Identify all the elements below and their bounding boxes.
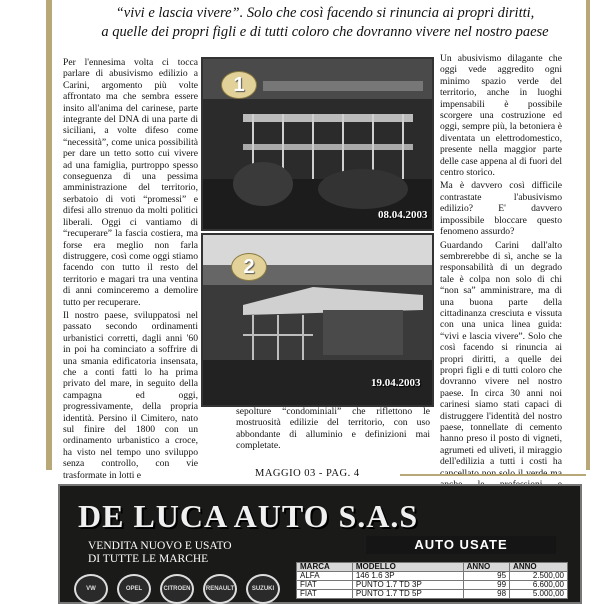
table-cell: FIAT xyxy=(297,581,353,590)
article-column-middle-bottom xyxy=(236,406,430,460)
right-gold-border xyxy=(586,0,590,470)
table-cell: PUNTO 1.7 TD 3P xyxy=(352,581,463,590)
table-header-row xyxy=(297,563,568,572)
footer-rule xyxy=(400,474,586,476)
paragraph: Un abusivismo dilagante che oggi vede aggredito ogni minimo spazio verde del territorio, anche in luoghi impensabili è possibile scorgere una costruzione ed oggi, sempre più, la betoniera è diventata un elettrodomestico, presente nella maggior parte delle case appena al di fuori del centro storico. xyxy=(440,53,562,179)
table-cell: 6.600,00 xyxy=(510,581,568,590)
article-column-left xyxy=(63,57,198,481)
table-row xyxy=(297,590,568,599)
table-cell: 2.500,00 xyxy=(510,572,568,581)
table-cell: 99 xyxy=(463,581,509,590)
column-header: MODELLO xyxy=(352,563,463,572)
column-header: ANNO xyxy=(510,563,568,572)
article-column-right xyxy=(440,53,562,468)
used-cars-label: AUTO USATE xyxy=(366,536,556,554)
table-cell: 98 xyxy=(463,590,509,599)
used-cars-table xyxy=(296,562,568,599)
table-cell: 5.000,00 xyxy=(510,590,568,599)
paragraph: sepolture “condominiali” che riflettono le mostruosità edilizie del territorio, con uso abbondante di alluminio e definizioni mai completate. xyxy=(236,406,430,452)
ad-subtitle-line-2: DI TUTTE LE MARCHE xyxy=(88,553,209,565)
table-cell: PUNTO 1.7 TD 5P xyxy=(352,590,463,599)
photo-number-badge: 1 xyxy=(221,71,257,99)
photo-construction-1 xyxy=(201,57,434,231)
photo-number-badge: 2 xyxy=(231,253,267,281)
paragraph: Ma è davvero così difficile contrastate l'abusivismo edilizio? E' davvero impossibile bloccare questo fenomeno assurdo? xyxy=(440,180,562,238)
brand-logos xyxy=(74,574,292,602)
ad-subtitle xyxy=(88,540,232,566)
ad-title: DE LUCA AUTO S.A.S xyxy=(78,498,419,534)
suzuki-logo-icon: SUZUKI xyxy=(246,574,280,604)
vw-logo-icon: VW xyxy=(74,574,108,604)
paragraph: Per l'ennesima volta ci tocca parlare di abusivismo edilizio a Carini, argomento più volte affrontato ma che sembra essere insito all'anima del carinese, parte integrante del DNA di una parte di siciliani, a volte difeso come “necessità”, come unica possibilità per dare un tetto sotto cui vivere ad una famiglia, purtroppo spesso conseguenza di una pessima amministrazione del territorio, serbatoio di voti “promessi” e difesi allo strenuo da molti politici liberali. Oggi ci vantiamo di “recuperare” la fascia costiera, ma forse era meglio non farla distruggere, così come oggi stiamo facendo con tutto il resto del territorio e magari tra una ventina di anni cominceremo a demolire tutto per recuperare. xyxy=(63,57,198,308)
table-cell: ALFA xyxy=(297,572,353,581)
table-row xyxy=(297,572,568,581)
photo-date: 08.04.2003 xyxy=(378,209,428,221)
renault-logo-icon: RENAULT xyxy=(203,574,237,604)
headline-line-1: “vivi e lascia vivere”. Solo che così facendo si rinuncia ai propri diritti, xyxy=(115,5,535,21)
photo-construction-2 xyxy=(201,233,434,407)
paragraph: Il nostro paese, sviluppatosi nel passato secondo ordinamenti urbanistici corretti, dagli anni '60 in poi ha cominciato a soffrire di una smania edificatoria insensata, che a conti fatti lo ha prima privato del mare, in seguito della campagna ed oggi, progressivamente, della propria identità. Persino il Cimitero, nato sul finire del 1800 con un ordinamento urbanistico a croce, ha visto nel tempo uno sviluppo senza controllo, con vie trasformate in lotti e xyxy=(63,309,198,481)
column-header: ANNO xyxy=(463,563,509,572)
headline xyxy=(60,4,590,42)
table-cell: 146 1.6 3P xyxy=(352,572,463,581)
photo-date: 19.04.2003 xyxy=(371,377,421,389)
column-header: MARCA xyxy=(297,563,353,572)
page-footer: MAGGIO 03 - PAG. 4 xyxy=(255,468,360,479)
advertisement-de-luca-auto xyxy=(58,484,582,604)
table-cell: FIAT xyxy=(297,590,353,599)
citroen-logo-icon: CITROEN xyxy=(160,574,194,604)
ad-subtitle-line-1: VENDITA NUOVO E USATO xyxy=(88,540,232,552)
opel-logo-icon: OPEL xyxy=(117,574,151,604)
table-cell: 95 xyxy=(463,572,509,581)
headline-line-2: a quelle dei propri figli e di tutti coloro che dovranno vivere nel nostro paese xyxy=(101,24,549,40)
table-row xyxy=(297,581,568,590)
paragraph: Guardando Carini dall'alto sembrerebbe di sì, anche se la responsabilità di un degrado tale è colpa non solo di chi “non sa” amministrare, ma di una buona parte della cittadinanza cresciuta e vissuta con una unica linea guida: “vivi e lascia vivere”. Solo che così facendo si rinuncia ai propri diritti, a quelle dei propri figli e di tutti coloro che dovranno vivere nel nostro paese. In circa 30 anni noi carinesi siamo stati capaci di distruggere l'identità del nostro paese, tonnellate di cemento hanno preso il posto di vigneti, agrumeti ed uliveti, il miraggio dell'edilizia a tutti i costi ha xyxy=(440,239,562,468)
left-gold-border xyxy=(46,0,52,470)
